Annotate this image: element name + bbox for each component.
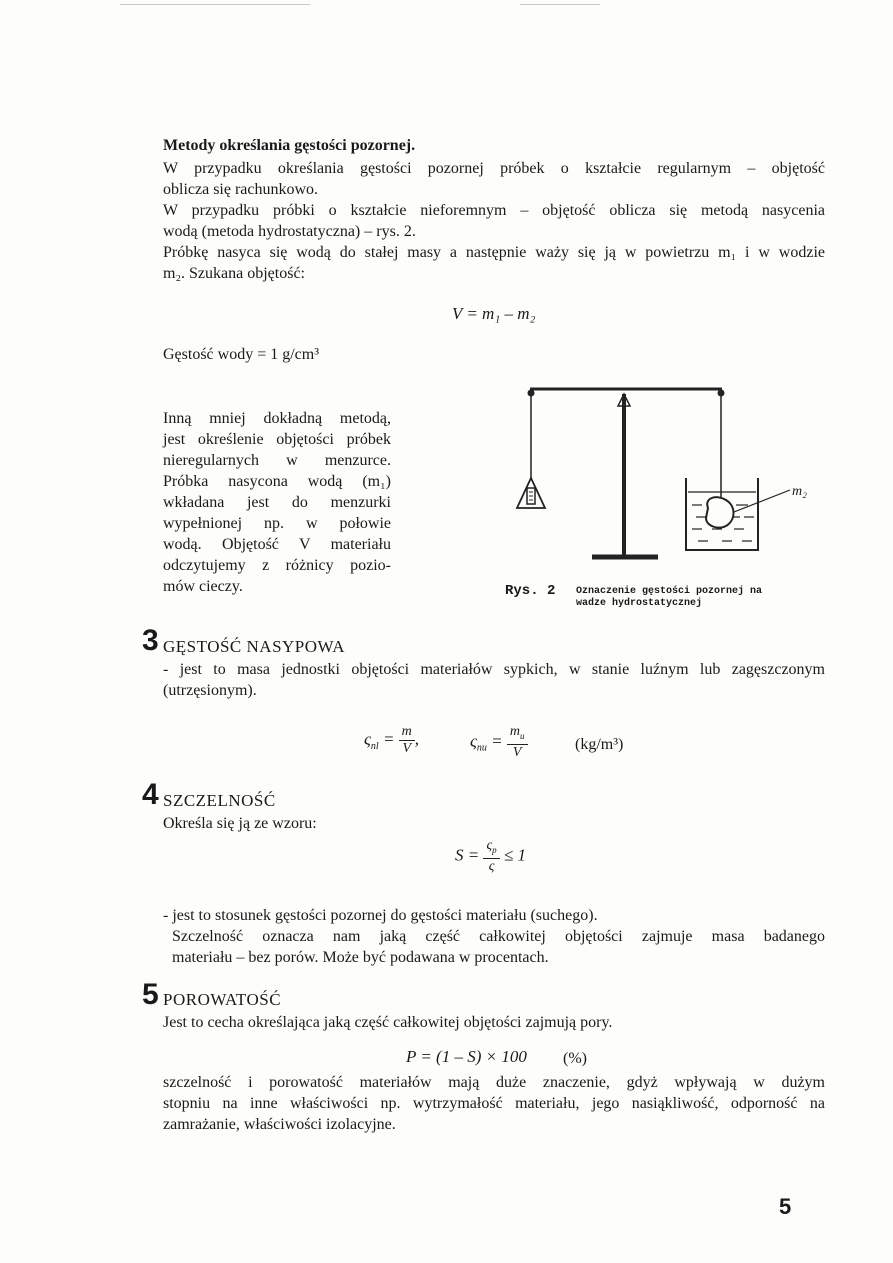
section-heading: SZCZELNOŚĆ	[163, 791, 276, 810]
section5-line: szczelność i porowatość materiałów mają duże znaczenie, gdyż wpływają w dużym	[163, 1074, 825, 1091]
methods-title: Metody określania gęstości pozornej.	[163, 137, 416, 154]
section4-line: materiału – bez porów. Może być podawana w procentach.	[172, 949, 549, 966]
methods-line: Próbkę nasyca się wodą do stałej masy a następnie waży się ją w powietrzu m₁ i w wodzie	[163, 244, 825, 261]
side-line: jest określenie objętości próbek	[163, 431, 391, 448]
section3-paragraph	[163, 659, 825, 701]
scan-top-line-2	[520, 4, 600, 5]
bulk-density-formula-loose: $\varsigma_{nl}$ = $\frac{m}{V}$ ,	[364, 724, 420, 756]
side-paragraph	[163, 408, 391, 597]
side-line: nieregularnych w menzurce.	[163, 452, 391, 469]
section5-paragraph	[163, 1072, 825, 1135]
section-number: 3	[142, 624, 159, 657]
beam-right-end	[719, 391, 724, 396]
section5-intro: Jest to cecha określająca jaką część całkowitej objętości zajmują pory.	[163, 1014, 613, 1031]
porosity-formula: P = (1 – S) × 100	[406, 1047, 527, 1066]
side-line: Próbka nasycona wodą (m₁)	[163, 473, 391, 490]
porosity-unit: (%)	[563, 1050, 587, 1067]
hydrostatic-balance-figure	[490, 380, 820, 570]
section-heading: GĘSTOŚĆ NASYPOWA	[163, 637, 345, 656]
section4-intro: Określa się ją ze wzoru:	[163, 815, 317, 832]
section-number: 4	[142, 778, 159, 811]
section4-line: Szczelność oznacza nam jaką część całkowitej objętości zajmuje masa badanego	[172, 928, 825, 945]
side-line: wkładana jest do menzurki	[163, 494, 391, 511]
section-number: 5	[142, 978, 159, 1011]
section3-line: (utrzęsionym).	[163, 682, 257, 699]
methods-paragraph	[163, 158, 825, 284]
section4-paragraph	[163, 905, 825, 968]
label-m2: m₂	[792, 484, 807, 499]
sample-pointer-line	[734, 490, 790, 512]
caption-line: Oznaczenie gęstości pozornej na	[576, 586, 763, 597]
caption-line: wadze hydrostatycznej	[576, 598, 703, 609]
section5-line: stopniu na inne właściwości np. wytrzymałość materiału, jego nasiąkliwość, odporność na	[163, 1095, 825, 1112]
methods-line: oblicza się rachunkowo.	[163, 181, 319, 198]
side-line: odczytujemy z różnicy pozio-	[163, 557, 391, 574]
methods-line: W przypadku określania gęstości pozornej próbek o kształcie regularnym – objętość	[163, 160, 825, 177]
methods-line: W przypadku próbki o kształcie nieforemnym – objętość oblicza się metodą nasycenia	[163, 202, 825, 219]
side-line: wodą. Objętość V materiału	[163, 536, 391, 553]
methods-line: wodą (metoda hydrostatyczna) – rys. 2.	[163, 223, 416, 240]
tightness-formula: S = $\frac{\varsigma_p}{\varsigma}$ ≤ 1	[455, 838, 527, 874]
sample	[706, 497, 734, 527]
beam-left-end	[529, 391, 534, 396]
water-density: Gęstość wody = 1 g/cm³	[163, 346, 320, 363]
side-line: Inną mniej dokładną metodą,	[163, 410, 391, 427]
section-heading: POROWATOŚĆ	[163, 990, 282, 1009]
page-number: 5	[779, 1194, 792, 1219]
volume-formula: V = m₁ – m₂	[452, 304, 536, 323]
section5-line: zamrażanie, właściwości izolacyjne.	[163, 1116, 396, 1133]
figure-caption-number: Rys. 2	[505, 583, 556, 599]
scan-top-line	[120, 4, 310, 5]
side-line: mów cieczy.	[163, 578, 243, 595]
section3-line: - jest to masa jednostki objętości materiałów sypkich, w stanie luźnym lub zagęszczonym	[163, 661, 825, 678]
methods-line: m₂. Szukana objętość:	[163, 265, 305, 282]
bulk-density-formula-compacted: $\varsigma_{nu}$ = $\frac{m_u}{V}$	[470, 724, 528, 761]
bulk-density-unit: (kg/m³)	[575, 736, 624, 753]
figure-caption	[576, 586, 762, 610]
section4-line: - jest to stosunek gęstości pozornej do gęstości materiału (suchego).	[163, 907, 598, 924]
side-line: wypełnionej np. w połowie	[163, 515, 391, 532]
